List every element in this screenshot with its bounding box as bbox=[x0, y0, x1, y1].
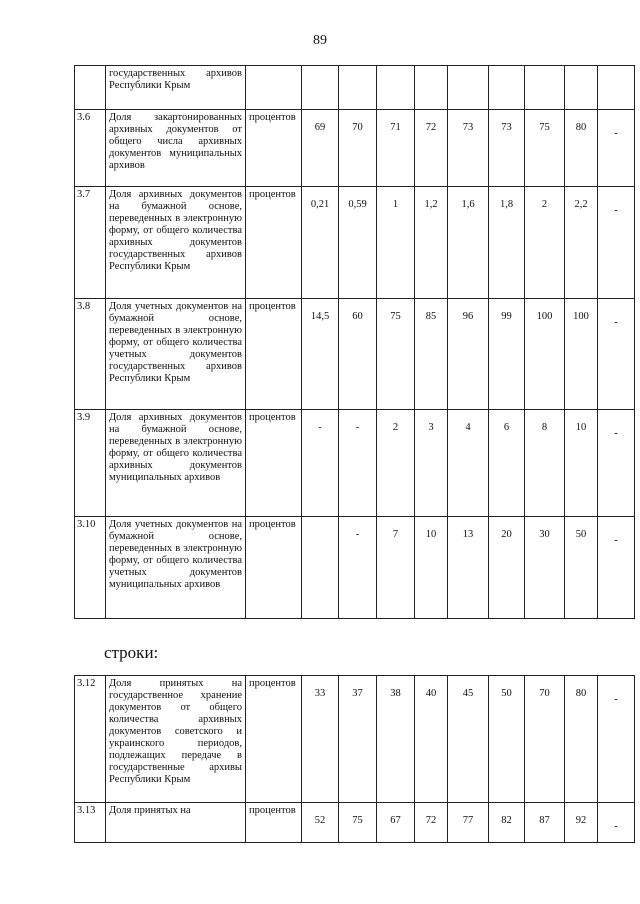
value-cell: 2 bbox=[525, 187, 565, 299]
note-cell: - bbox=[598, 676, 635, 803]
value-cell: 80 bbox=[565, 676, 598, 803]
value-cell bbox=[302, 517, 339, 619]
value-cell: 100 bbox=[565, 299, 598, 410]
unit-cell bbox=[246, 66, 302, 110]
value-cell: - bbox=[302, 410, 339, 517]
unit-cell: процентов bbox=[246, 410, 302, 517]
value-cell: 99 bbox=[489, 299, 525, 410]
unit-cell: процентов bbox=[246, 517, 302, 619]
value-cell: 33 bbox=[302, 676, 339, 803]
value-cell: 75 bbox=[525, 110, 565, 187]
note-cell: - bbox=[598, 410, 635, 517]
note-cell: - bbox=[598, 517, 635, 619]
value-cell bbox=[565, 66, 598, 110]
value-cell: 37 bbox=[339, 676, 377, 803]
page-number: 89 bbox=[313, 33, 327, 48]
value-cell: 0,59 bbox=[339, 187, 377, 299]
value-cell: 60 bbox=[339, 299, 377, 410]
note-cell: - bbox=[598, 110, 635, 187]
value-cell: - bbox=[339, 517, 377, 619]
table-row bbox=[75, 517, 635, 619]
table-row bbox=[75, 110, 635, 187]
indicators-table-bottom bbox=[74, 675, 635, 843]
value-cell: 3 bbox=[415, 410, 448, 517]
table-row bbox=[75, 187, 635, 299]
table-row bbox=[75, 66, 635, 110]
value-cell: 7 bbox=[377, 517, 415, 619]
unit-cell: процентов bbox=[246, 803, 302, 843]
value-cell: 71 bbox=[377, 110, 415, 187]
value-cell: 13 bbox=[448, 517, 489, 619]
value-cell bbox=[448, 66, 489, 110]
value-cell: 30 bbox=[525, 517, 565, 619]
row-number-cell: 3.7 bbox=[75, 187, 106, 299]
value-cell: 2,2 bbox=[565, 187, 598, 299]
note-cell: - bbox=[598, 803, 635, 843]
value-cell bbox=[302, 66, 339, 110]
table-row bbox=[75, 803, 635, 843]
note-cell: - bbox=[598, 187, 635, 299]
value-cell: 50 bbox=[565, 517, 598, 619]
note-cell: - bbox=[598, 299, 635, 410]
row-number-cell: 3.9 bbox=[75, 410, 106, 517]
indicator-description-cell: государственных архивов Республики Крым bbox=[106, 66, 246, 110]
value-cell: 75 bbox=[377, 299, 415, 410]
value-cell: 1 bbox=[377, 187, 415, 299]
value-cell bbox=[377, 66, 415, 110]
unit-cell: процентов bbox=[246, 187, 302, 299]
value-cell: 73 bbox=[448, 110, 489, 187]
value-cell: 73 bbox=[489, 110, 525, 187]
value-cell bbox=[339, 66, 377, 110]
value-cell: 70 bbox=[525, 676, 565, 803]
table-row bbox=[75, 410, 635, 517]
value-cell: 4 bbox=[448, 410, 489, 517]
row-number-cell: 3.10 bbox=[75, 517, 106, 619]
value-cell: 80 bbox=[565, 110, 598, 187]
value-cell: 75 bbox=[339, 803, 377, 843]
indicators-table-top bbox=[74, 65, 635, 619]
value-cell: 8 bbox=[525, 410, 565, 517]
value-cell: 52 bbox=[302, 803, 339, 843]
value-cell: 87 bbox=[525, 803, 565, 843]
value-cell: 96 bbox=[448, 299, 489, 410]
table-top-body bbox=[75, 66, 635, 619]
indicator-description-cell: Доля учетных документов на бумажной основе, переведенных в электронную форму, от общего количества учетных документов государственных архивов Республики Крым bbox=[106, 299, 246, 410]
value-cell: 50 bbox=[489, 676, 525, 803]
value-cell: 10 bbox=[565, 410, 598, 517]
value-cell bbox=[415, 66, 448, 110]
value-cell: 85 bbox=[415, 299, 448, 410]
value-cell: 45 bbox=[448, 676, 489, 803]
value-cell: 6 bbox=[489, 410, 525, 517]
value-cell: 67 bbox=[377, 803, 415, 843]
note-cell bbox=[598, 66, 635, 110]
value-cell: 69 bbox=[302, 110, 339, 187]
value-cell: 2 bbox=[377, 410, 415, 517]
value-cell: 14,5 bbox=[302, 299, 339, 410]
value-cell: 82 bbox=[489, 803, 525, 843]
value-cell bbox=[489, 66, 525, 110]
unit-cell: процентов bbox=[246, 110, 302, 187]
table-row bbox=[75, 299, 635, 410]
value-cell: 92 bbox=[565, 803, 598, 843]
value-cell: 72 bbox=[415, 110, 448, 187]
value-cell: 72 bbox=[415, 803, 448, 843]
indicator-description-cell: Доля закартонированных архивных документов от общего числа архивных документов муниципальных архивов bbox=[106, 110, 246, 187]
row-number-cell bbox=[75, 66, 106, 110]
value-cell: 1,6 bbox=[448, 187, 489, 299]
value-cell bbox=[525, 66, 565, 110]
row-number-cell: 3.13 bbox=[75, 803, 106, 843]
section-heading: строки: bbox=[104, 643, 159, 662]
value-cell: 10 bbox=[415, 517, 448, 619]
indicator-description-cell: Доля учетных документов на бумажной основе, переведенных в электронную форму, от общего количества учетных документов муниципальных архивов bbox=[106, 517, 246, 619]
indicator-description-cell: Доля принятых на bbox=[106, 803, 246, 843]
value-cell: 0,21 bbox=[302, 187, 339, 299]
unit-cell: процентов bbox=[246, 676, 302, 803]
table-row bbox=[75, 676, 635, 803]
row-number-cell: 3.8 bbox=[75, 299, 106, 410]
value-cell: 38 bbox=[377, 676, 415, 803]
value-cell: 20 bbox=[489, 517, 525, 619]
row-number-cell: 3.12 bbox=[75, 676, 106, 803]
unit-cell: процентов bbox=[246, 299, 302, 410]
value-cell: - bbox=[339, 410, 377, 517]
value-cell: 77 bbox=[448, 803, 489, 843]
row-number-cell: 3.6 bbox=[75, 110, 106, 187]
value-cell: 70 bbox=[339, 110, 377, 187]
value-cell: 40 bbox=[415, 676, 448, 803]
table-bottom-body bbox=[75, 676, 635, 843]
value-cell: 1,2 bbox=[415, 187, 448, 299]
indicator-description-cell: Доля архивных документов на бумажной основе, переведенных в электронную форму, от общего количества архивных документов государственных архивов Республики Крым bbox=[106, 187, 246, 299]
value-cell: 1,8 bbox=[489, 187, 525, 299]
value-cell: 100 bbox=[525, 299, 565, 410]
indicator-description-cell: Доля архивных документов на бумажной основе, переведенных в электронную форму, от общего количества архивных документов муниципальных архивов bbox=[106, 410, 246, 517]
indicator-description-cell: Доля принятых на государственное хранение документов от общего количества архивных документов советского и украинского периодов, подлежащих передаче в государственные архивы Республики Крым bbox=[106, 676, 246, 803]
